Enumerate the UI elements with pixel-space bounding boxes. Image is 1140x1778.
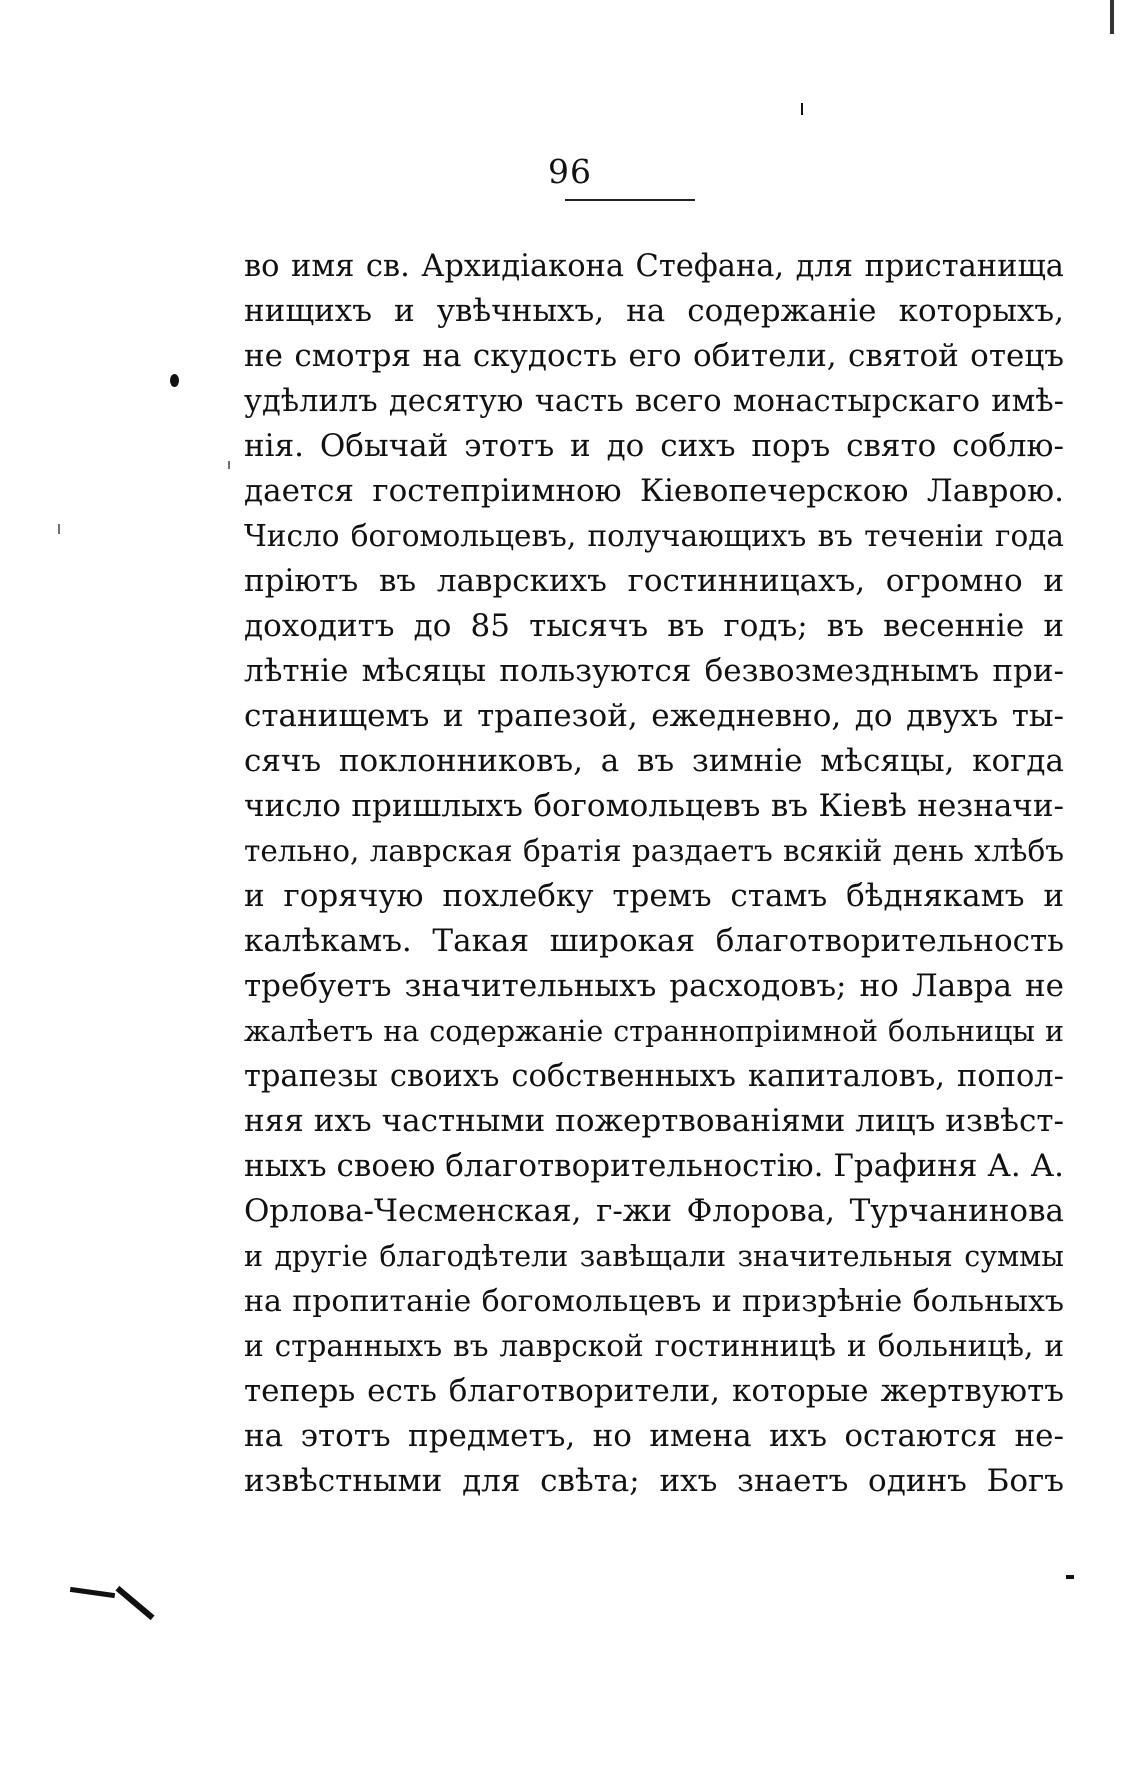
scan-speck (115, 1586, 154, 1620)
text-line: няя ихъ частными пожертвованіями лицъ извѣст- (244, 1103, 1064, 1139)
text-line: удѣлилъ десятую часть всего монастырскаго имѣ- (244, 384, 1064, 419)
text-line: не смотря на скудость его обители, святой отецъ (244, 338, 1064, 374)
text-line: жалѣетъ на содержаніе страннопріимной больницы и (244, 1015, 1064, 1048)
text-line: тельно, лаврская братія раздаетъ всякій день хлѣбъ (244, 834, 1064, 868)
text-line: число пришлыхъ богомольцевъ въ Кіевѣ незначи- (244, 788, 1064, 824)
text-line: нищихъ и увѣчныхъ, на содержаніе которыхъ, (244, 293, 1064, 329)
scan-speck (1066, 1575, 1074, 1579)
text-line: Орлова-Чесменская, г-жи Флорова, Турчанинова (244, 1193, 1064, 1229)
text-line: пріютъ въ лаврскихъ гостинницахъ, огромно и (244, 563, 1064, 599)
header-rule (565, 199, 695, 201)
text-line: на пропитаніе богомольцевъ и призрѣніе больныхъ (244, 1284, 1064, 1319)
text-line: дается гостепріимною Кіевопечерскою Лаврою. (244, 473, 1064, 509)
text-line: во имя св. Архидіакона Стефана, для пристанища (244, 249, 1064, 284)
text-line: нія. Обычай этотъ и до сихъ поръ свято соблю- (244, 428, 1064, 464)
scan-speck (58, 524, 60, 534)
text-line: лѣтніе мѣсяцы пользуются безвозмезднымъ при- (244, 653, 1064, 689)
text-line: извѣстными для свѣта; ихъ знаетъ одинъ Богъ (244, 1463, 1064, 1499)
text-line: и горячую похлебку тремъ стамъ бѣднякамъ и (244, 878, 1064, 914)
scan-speck (1110, 0, 1114, 34)
page-number: 96 (548, 152, 592, 191)
text-line: и другіе благодѣтели завѣщали значительныя суммы (244, 1240, 1064, 1273)
text-line: сячъ поклонниковъ, а въ зимніе мѣсяцы, когда (244, 743, 1064, 779)
scan-speck (70, 1587, 115, 1598)
text-line: на этотъ предметъ, но имена ихъ остаются не- (244, 1418, 1064, 1454)
text-line: требуетъ значительныхъ расходовъ; но Лавра не (244, 968, 1064, 1004)
text-line: трапезы своихъ собственныхъ капиталовъ, попол- (244, 1059, 1064, 1094)
text-line: станищемъ и трапезой, ежедневно, до двухъ ты- (244, 698, 1064, 734)
text-line: ныхъ своею благотворительностію. Графиня А. А. (244, 1148, 1064, 1184)
text-line: и странныхъ въ лаврской гостинницѣ и больницѣ, и (244, 1329, 1064, 1363)
text-line: теперь есть благотворители, которые жертвуютъ (244, 1373, 1064, 1409)
text-line: доходитъ до 85 тысячъ въ годъ; въ весенніе и (244, 608, 1064, 644)
scan-speck (801, 103, 803, 115)
body-text (244, 244, 1064, 1504)
scan-speck (170, 374, 179, 387)
text-line: калѣкамъ. Такая широкая благотворительность (244, 923, 1064, 959)
scan-speck (228, 461, 230, 469)
text-line: Число богомольцевъ, получающихъ въ теченіи года (244, 519, 1064, 553)
